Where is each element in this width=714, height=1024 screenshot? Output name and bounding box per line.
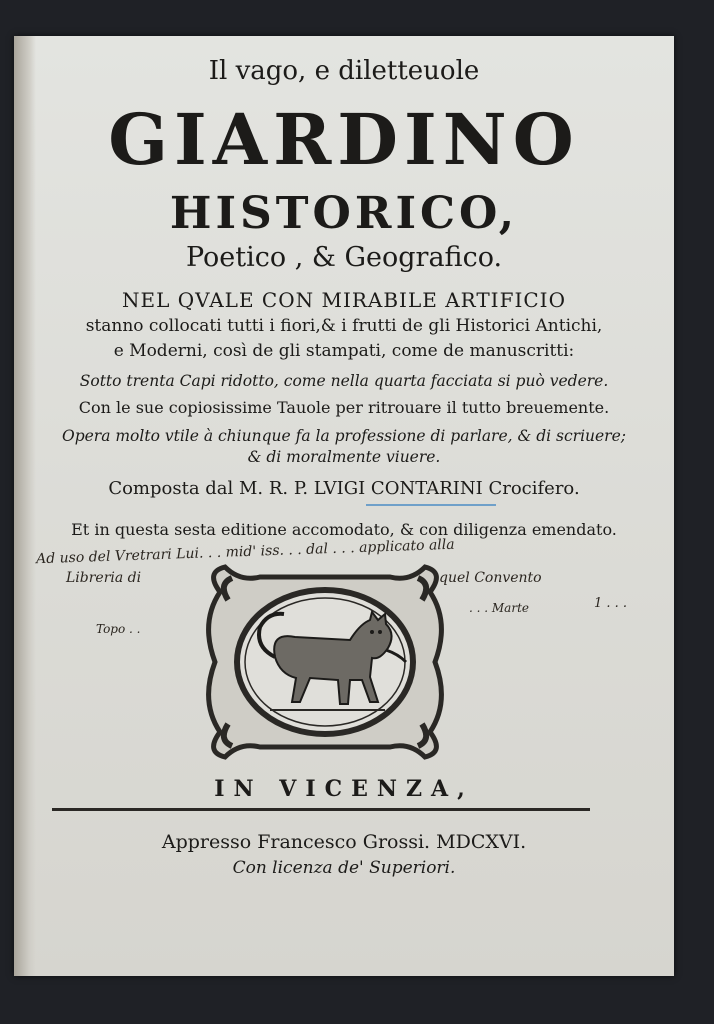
title-giardino: GIARDINO [108,98,580,181]
horizontal-rule [52,808,590,811]
manuscript-note-5: . . . Marte [469,601,529,615]
description-line-1: NEL QVALE CON MIRABILE ARTIFICIO [122,288,566,312]
description-line-3: e Moderni, così de gli stampati, come de manuscritti: [113,341,575,361]
manuscript-note-1: Ad uso del Vretrari Lui. . . mid' iss. . . dal . . . applicato alla [35,536,455,568]
license-line: Con licenza de' Superiori. [232,858,456,878]
title-historico: HISTORICO, [169,188,519,239]
imprint-line: Appresso Francesco Grossi. MDCXVI. [161,831,527,853]
description-line-2: stanno collocati tutti i fiori,& i frutti de gli Historici Antichi, [85,316,603,336]
author-line: Composta dal M. R. P. LVIGI CONTARINI Crocifero. [108,478,580,499]
description-line-5: Con le sue copiosissime Tauole per ritrouare il tutto breuemente. [78,398,610,417]
description-line-6: Opera molto vtile à chiunque fa la professione di parlare, & di scriuere; [61,427,626,445]
description-line-7: & di moralmente viuere. [247,448,441,466]
edition-line: Et in questa sesta editione accomodato, & con diligenza emendato. [71,520,617,539]
title-subtitle: Poetico , & Geografico. [185,242,503,273]
description-line-4: Sotto trenta Capi ridotto, come nella quarta facciata si può vedere. [79,372,609,390]
manuscript-note-2: Libreria di [66,570,142,586]
manuscript-note-3: quel Convento [439,570,542,586]
manuscript-note-4: Topo . . [96,622,141,636]
manuscript-note-6: 1 . . . [594,596,628,611]
title-line-1: Il vago, e diletteuole [208,56,480,86]
blue-underline-mark [366,504,496,506]
printer-device-cat-icon [200,562,450,762]
place-of-publication: IN VICENZA, [214,776,474,802]
title-page [14,36,674,976]
